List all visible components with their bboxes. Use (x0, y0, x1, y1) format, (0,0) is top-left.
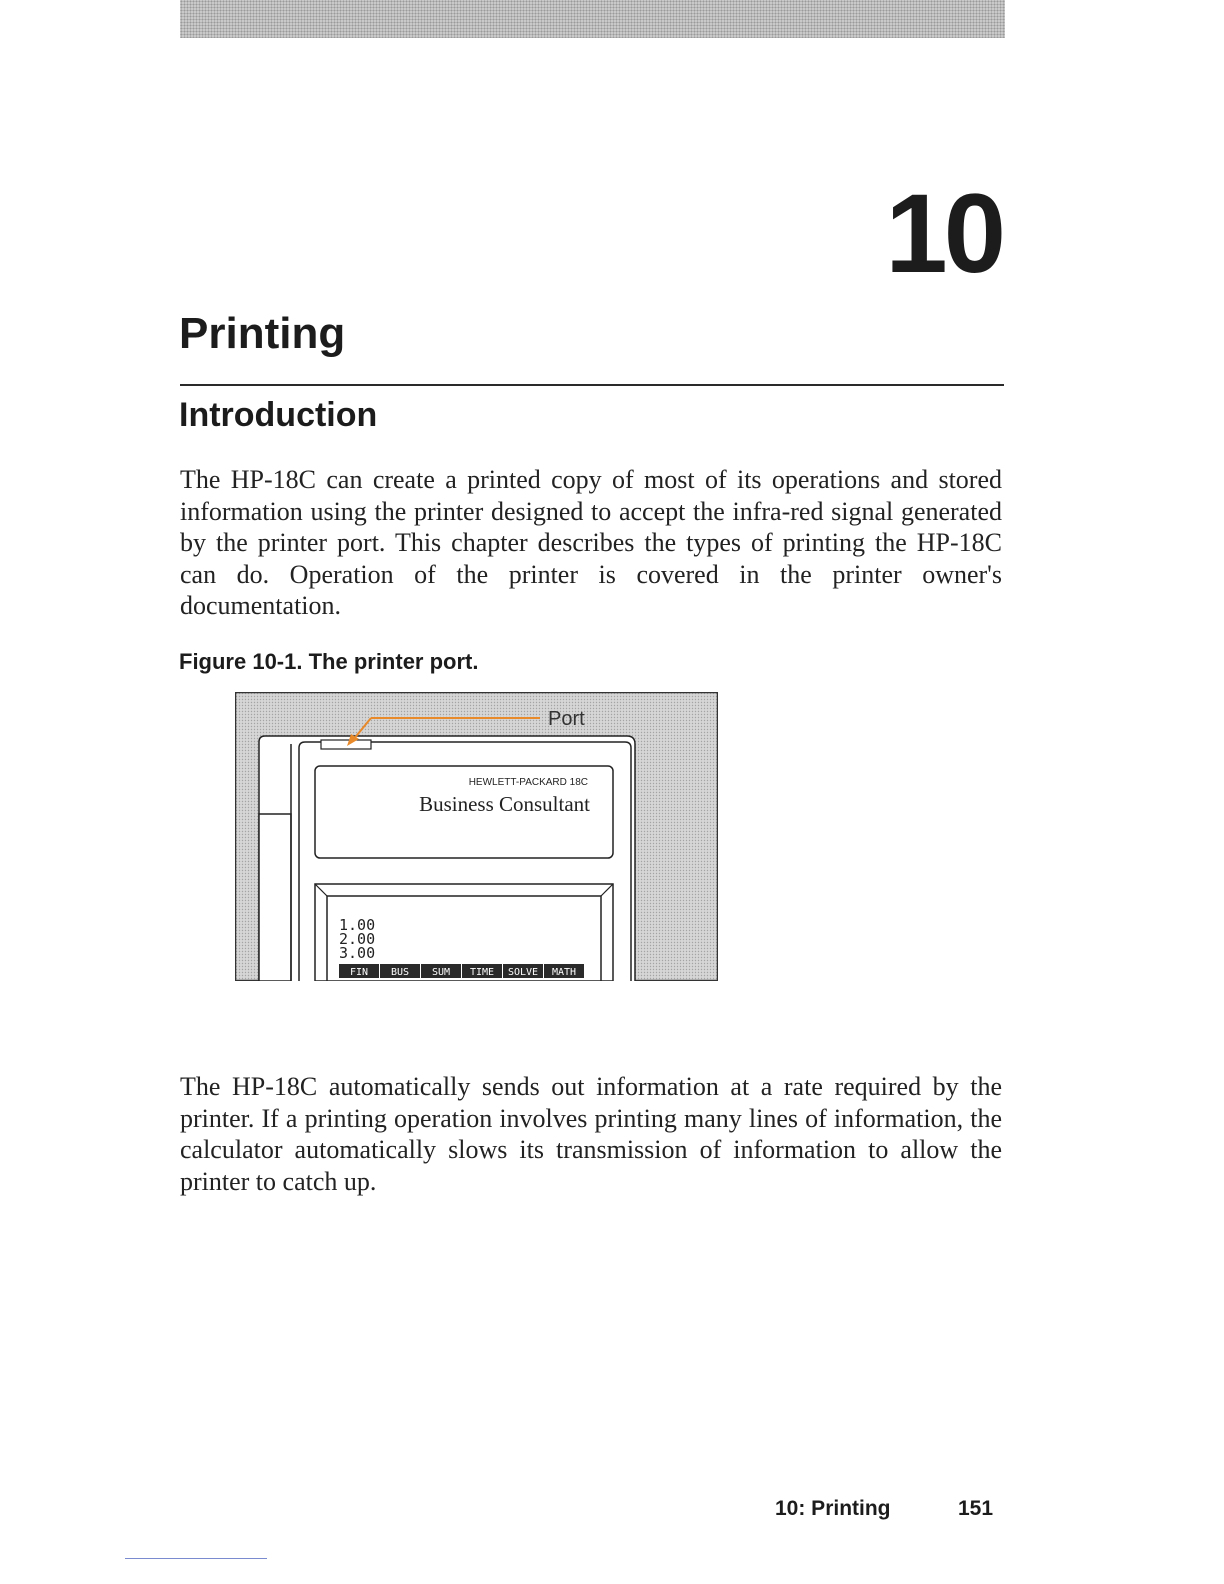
bottom-edge-line (125, 1558, 267, 1559)
section-divider (180, 384, 1004, 386)
stack-line-2: 2.00 (339, 930, 376, 948)
port-label: Port (548, 708, 585, 730)
menu-key-label-bus: BUS (390, 967, 410, 978)
printer-port-figure (235, 692, 718, 981)
menu-key-label-solve: SOLVE (507, 967, 539, 978)
menu-key-label-math: MATH (551, 967, 577, 978)
calculator-hinge (259, 814, 291, 981)
brand-label: HEWLETT-PACKARD 18C (468, 777, 588, 788)
chapter-title: Printing (179, 309, 346, 358)
footer-chapter-label: 10: Printing (775, 1497, 891, 1520)
chapter-number: 10 (885, 171, 1002, 296)
intro-paragraph: The HP-18C can create a printed copy of most of its operations and stored information using the printer designed to accept the infra-red signal generated by the printer port. This chapter describes the types of printing the HP-18C can do. Operation of the printer is covered in the printer owner's documentation. (180, 465, 1002, 620)
menu-key-label-time: TIME (469, 967, 495, 978)
header-band (180, 0, 1005, 38)
menu-key-label-fin: FIN (349, 967, 369, 978)
section-heading: Introduction (179, 396, 378, 434)
rate-paragraph: The HP-18C automatically sends out information at a rate required by the printer. If a printing operation involves printing many lines of information, the calculator automatically slows its transmission of information to allow the printer to catch up. (180, 1072, 1002, 1196)
stack-line-1: 1.00 (339, 916, 376, 934)
menu-key-label-sum: SUM (431, 967, 451, 978)
page-number: 151 (958, 1497, 994, 1520)
stack-line-3: 3.00 (339, 944, 376, 962)
model-label: Business Consultant (419, 792, 590, 816)
figure-caption: Figure 10-1. The printer port. (179, 649, 479, 674)
printer-port (321, 740, 371, 749)
